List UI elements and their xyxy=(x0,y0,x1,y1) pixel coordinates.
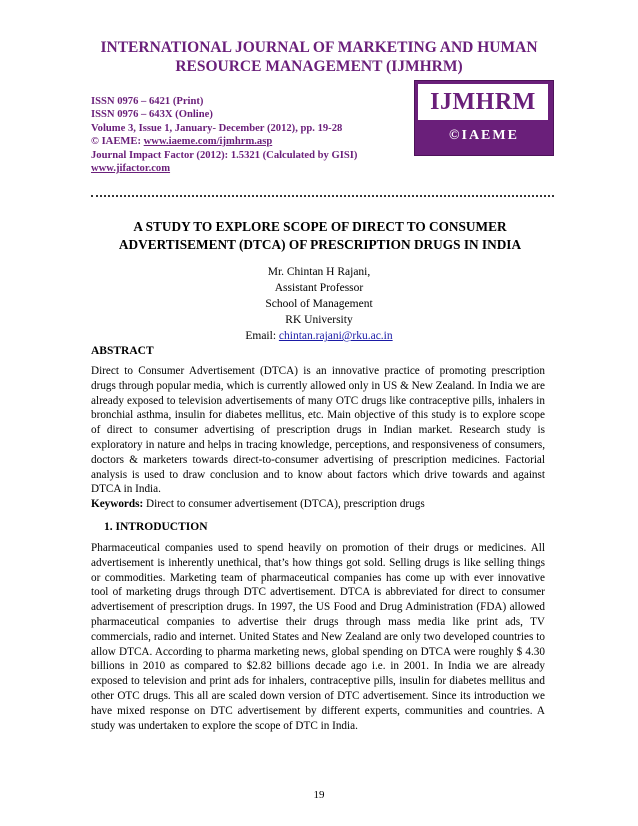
jifactor-link[interactable]: www.jifactor.com xyxy=(91,163,171,175)
journal-title-line2: RESOURCE MANAGEMENT (IJMHRM) xyxy=(175,58,463,75)
issn-print: ISSN 0976 – 6421 (Print) xyxy=(91,96,204,107)
journal-meta xyxy=(91,95,357,175)
introduction-text: Pharmaceutical companies used to spend heavily on promotion of their drugs or medicines. All advertisement is inherently unethical, that’s how things got sold. Selling drugs is like selling things or commodities. Marketing team of pharmaceutical companies has come up with ever innovative tool of marketing drugs through DTC advertisement. DTCA is abbreviated for direct to consumer advertisement of prescription drugs. In 1997, the US Food and Drug Administration (FDA) allowed pharmaceutical companies to advertise their drugs through mass media like print ads, TV commercials, radio and internet. United States and New Zealand are only two developed countries to allow DTCA. According to pharma marketing news, global spending on DTCA were roughly $ 4.30 billions in 2010 as compared to $2.82 billions decade ago i.e. in 2001. In India we are already exposed to television and print ads for inhalers, contraceptive pills, insulin for diabetes mellitus and other OTC drugs. This all are scaled down version of DTC advertisement. Since its introduction we have mixed response on DTC advertisement by different experts, communities and countries. A study was undertaken to explore the scope of DTC in India. xyxy=(91,542,545,732)
author-name: Mr. Chintan H Rajani, xyxy=(267,266,371,278)
abstract-text: Direct to Consumer Advertisement (DTCA) is an innovative practice of promoting prescription drugs through popular media, which is currently allowed only in US & New Zealand. In India we are already exposed to television advertisements of many OTC drugs like contraceptive pills, inhalers in bronchial asthma, insulin for diabetes mellitus, etc. Main objective of this study is to explore scope of direct to consumer advertising of prescription drugs in Indian market. Research study is exploratory in nature and helps in tracing knowledge, perceptions, and responsiveness of consumers, doctors & marketers towards direct-to-consumer advertising of prescription medicines. Factorial analysis is used to draw conclusion and to know about factors which drive towards and against DTCA in India. xyxy=(91,365,545,496)
email-label: Email: xyxy=(245,330,279,342)
page-number: 19 xyxy=(313,789,325,801)
abstract-heading: ABSTRACT xyxy=(91,345,154,357)
journal-title xyxy=(0,38,638,76)
author-university: RK University xyxy=(285,314,353,326)
author-school: School of Management xyxy=(265,298,373,310)
iaeme-link[interactable]: www.iaeme.com/ijmhrm.asp xyxy=(143,136,273,148)
keywords-line xyxy=(91,498,425,510)
iaeme-line xyxy=(91,135,357,148)
logo-copyright: ©IAEME xyxy=(449,128,519,143)
paper-title xyxy=(100,218,540,254)
author-block xyxy=(0,264,638,344)
issn-online: ISSN 0976 – 643X (Online) xyxy=(91,109,213,121)
email-link[interactable]: chintan.rajani@rku.ac.in xyxy=(278,330,393,342)
impact-factor: Journal Impact Factor (2012): 1.5321 (Calculated by GISI) xyxy=(91,149,358,161)
author-role: Assistant Professor xyxy=(274,282,364,294)
logo-title: IJMHRM xyxy=(418,84,548,120)
paper-title-line1: A STUDY TO EXPLORE SCOPE OF DIRECT TO CONSUMER xyxy=(133,219,507,234)
introduction-heading: 1. INTRODUCTION xyxy=(104,521,208,533)
keywords-label: Keywords: xyxy=(91,498,144,510)
journal-logo xyxy=(414,80,554,156)
keywords-text: Direct to consumer advertisement (DTCA), prescription drugs xyxy=(143,498,425,510)
author-email-line xyxy=(0,328,638,344)
volume-info: Volume 3, Issue 1, January- December (2012), pp. 19-28 xyxy=(91,122,343,134)
iaeme-prefix: © IAEME: xyxy=(91,136,144,148)
header-divider xyxy=(91,195,554,197)
paper-title-line2: ADVERTISEMENT (DTCA) OF PRESCRIPTION DRUGS IN INDIA xyxy=(118,237,522,252)
journal-title-line1: INTERNATIONAL JOURNAL OF MARKETING AND HUMAN xyxy=(100,39,538,56)
